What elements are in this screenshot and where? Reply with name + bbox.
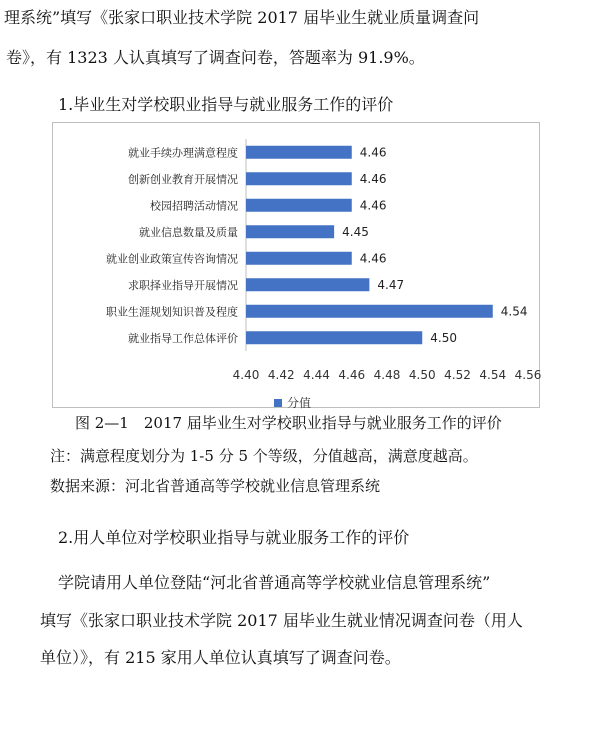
bar-chart: [52, 122, 540, 408]
category-label: 校园招聘活动情况: [150, 199, 238, 213]
category-label: 就业信息数量及质量: [139, 225, 238, 239]
x-tick-label: 4.40: [232, 368, 260, 382]
data-label: 4.47: [377, 277, 405, 292]
paragraph-4: 填写《张家口职业技术学院 2017 届毕业生就业情况调查问卷（用人: [40, 611, 523, 630]
bar: [246, 252, 352, 265]
category-label: 求职择业指导开展情况: [128, 278, 238, 292]
x-tick-label: 4.52: [444, 368, 471, 382]
bar: [246, 199, 352, 212]
data-label: 4.45: [342, 224, 369, 239]
section-2-heading: 2.用人单位对学校职业指导与就业服务工作的评价: [58, 528, 410, 547]
paragraph-1: 理系统”填写《张家口职业技术学院 2017 届毕业生就业质量调查问: [4, 8, 480, 27]
paragraph-2: 卷》，有 1323 人认真填写了调查问卷，答题率为 91.9%。: [6, 48, 425, 67]
legend-swatch: [274, 399, 282, 407]
data-label: 4.46: [359, 145, 387, 160]
chart-note: 注：满意程度划分为 1-5 分 5 个等级，分值越高，满意度越高。: [50, 447, 478, 465]
paragraph-3: 学院请用人单位登陆“河北省普通高等学校就业信息管理系统”: [58, 573, 491, 592]
x-tick-label: 4.50: [408, 368, 436, 382]
x-tick-label: 4.54: [479, 368, 507, 382]
x-tick-label: 4.48: [373, 368, 401, 382]
x-tick-label: 4.44: [303, 368, 330, 382]
x-tick-label: 4.42: [267, 368, 295, 382]
category-label: 职业生涯规划知识普及程度: [106, 305, 238, 319]
category-label: 就业手续办理满意程度: [128, 146, 238, 160]
section-1-heading: 1.毕业生对学校职业指导与就业服务工作的评价: [58, 95, 394, 114]
data-label: 4.50: [430, 330, 457, 345]
bar: [246, 146, 352, 159]
bar: [246, 305, 493, 318]
bar: [246, 278, 369, 291]
data-label: 4.46: [359, 171, 387, 186]
bar: [246, 331, 422, 344]
bar: [246, 172, 352, 185]
x-tick-label: 4.46: [338, 368, 366, 382]
category-label: 创新创业教育开展情况: [128, 172, 238, 186]
bar: [246, 225, 334, 238]
data-label: 4.46: [359, 198, 387, 213]
legend-label: 分值: [287, 396, 312, 409]
data-label: 4.46: [359, 251, 387, 266]
category-label: 就业指导工作总体评价: [128, 331, 238, 345]
category-label: 就业创业政策宣传咨询情况: [106, 252, 238, 266]
data-label: 4.54: [500, 304, 528, 319]
figure-caption: 图 2—1 2017 届毕业生对学校职业指导与就业服务工作的评价: [75, 414, 502, 432]
data-source: 数据来源：河北省普通高等学校就业信息管理系统: [50, 477, 381, 495]
paragraph-5: 单位）》，有 215 家用人单位认真填写了调查问卷。: [40, 648, 401, 667]
bar-chart-svg: [53, 123, 541, 409]
x-tick-label: 4.56: [514, 368, 541, 382]
